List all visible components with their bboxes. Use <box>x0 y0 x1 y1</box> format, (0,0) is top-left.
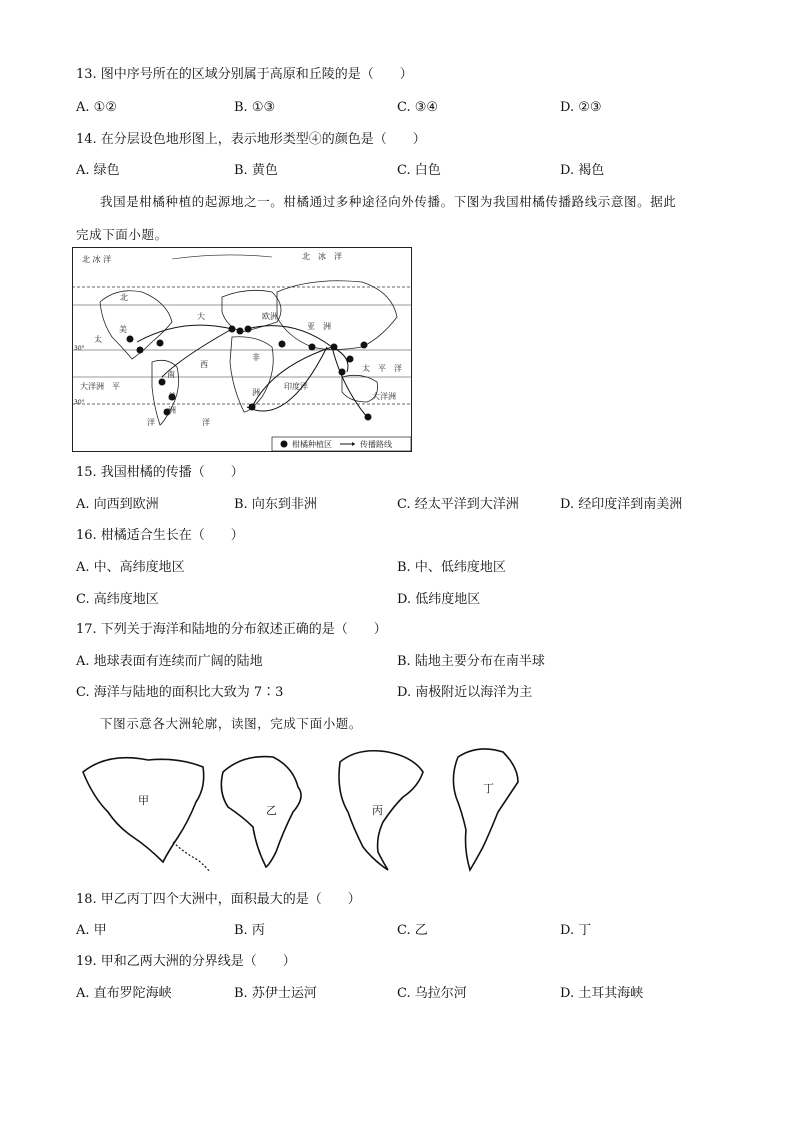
q19-option-b[interactable]: B. 苏伊士运河 <box>234 986 317 1001</box>
map-label-america-s: 美 <box>168 392 176 401</box>
citrus-passage-line2: 完成下面小题。 <box>76 227 168 242</box>
map-label-atlantic: 大 <box>197 312 205 321</box>
map-label-30s: 30° <box>74 399 85 406</box>
map-label-america-s2: 洲 <box>168 406 176 415</box>
q13-option-a[interactable]: A. ①② <box>76 100 117 115</box>
map-label-west: 西 <box>200 360 208 369</box>
q19-option-d[interactable]: D. 土耳其海峡 <box>560 986 644 1001</box>
q19-stem: 19. 甲和乙两大洲的分界线是（ ） <box>76 954 296 969</box>
map-label-arctic2: 北 冰 洋 <box>302 252 342 261</box>
q13-stem: 13. 图中序号所在的区域分别属于高原和丘陵的是（ ） <box>76 67 413 82</box>
legend-planting-label: 柑橘种植区 <box>292 440 332 449</box>
q18-stem: 18. 甲乙丙丁四个大洲中，面积最大的是（ ） <box>76 892 361 907</box>
q16-option-b[interactable]: B. 中、低纬度地区 <box>397 560 506 575</box>
citrus-passage-line1: 我国是柑橘种植的起源地之一。柑橘通过多种途径向外传播。下图为我国柑橘传播路线示意图。据此 <box>100 194 677 209</box>
q16-option-c[interactable]: C. 高纬度地区 <box>76 592 159 607</box>
map-label-asia: 亚 洲 <box>307 322 331 331</box>
q19-option-a[interactable]: A. 直布罗陀海峡 <box>76 986 172 1001</box>
continent-label-bing: 丙 <box>372 804 383 817</box>
q15-option-a[interactable]: A. 向西到欧洲 <box>76 497 159 512</box>
map-label-pacific-w: 太 <box>94 335 102 344</box>
map-label-europe: 欧洲 <box>262 312 278 321</box>
map-label-north: 北 <box>120 293 128 302</box>
map-label-30n: 30° <box>74 345 85 352</box>
q17-option-d[interactable]: D. 南极附近以海洋为主 <box>397 685 533 700</box>
q13-option-b[interactable]: B. ①③ <box>234 100 276 115</box>
q15-option-c[interactable]: C. 经太平洋到大洋洲 <box>397 497 519 512</box>
legend-route-label: 传播路线 <box>360 440 392 449</box>
map-label-africa: 非 <box>252 353 260 362</box>
map-label-dayang: 大洋洲 平 <box>80 382 120 391</box>
map-label-arctic: 北 冰 洋 <box>82 255 112 264</box>
q15-option-b[interactable]: B. 向东到非洲 <box>234 497 317 512</box>
continents-passage: 下图示意各大洲轮廓，读图，完成下面小题。 <box>100 716 363 731</box>
map-label-south: 南 <box>167 370 175 379</box>
continent-label-jia: 甲 <box>138 794 149 807</box>
continent-label-ding: 丁 <box>483 782 494 795</box>
q17-option-c[interactable]: C. 海洋与陆地的面积比大致为 7∶3 <box>76 685 284 700</box>
q14-option-a[interactable]: A. 绿色 <box>76 163 120 178</box>
map-label-oceania: 大洋洲 <box>372 392 396 401</box>
q13-option-d[interactable]: D. ②③ <box>560 100 602 115</box>
q14-option-c[interactable]: C. 白色 <box>397 163 441 178</box>
continent-label-yi: 乙 <box>266 804 277 817</box>
q14-option-b[interactable]: B. 黄色 <box>234 163 278 178</box>
map-label-indian: 印度洋 <box>284 382 308 391</box>
q18-option-b[interactable]: B. 丙 <box>234 923 265 938</box>
map-label-america-n: 美 <box>119 325 127 334</box>
q13-option-c[interactable]: C. ③④ <box>397 100 439 115</box>
map-label-yang2: 洋 <box>202 418 210 427</box>
q15-stem: 15. 我国柑橘的传播（ ） <box>76 465 244 480</box>
q16-option-d[interactable]: D. 低纬度地区 <box>397 592 481 607</box>
citrus-spread-map <box>72 247 412 452</box>
q16-stem: 16. 柑橘适合生长在（ ） <box>76 528 244 543</box>
q14-option-d[interactable]: D. 褐色 <box>560 163 605 178</box>
map-label-africa2: 洲 <box>252 388 260 397</box>
q19-option-c[interactable]: C. 乌拉尔河 <box>397 986 467 1001</box>
map-label-pacific-e: 太 平 洋 <box>362 364 402 373</box>
q17-option-a[interactable]: A. 地球表面有连续而广阔的陆地 <box>76 654 263 669</box>
q14-stem: 14. 在分层设色地形图上，表示地形类型④的颜色是（ ） <box>76 132 426 147</box>
q16-option-a[interactable]: A. 中、高纬度地区 <box>76 560 185 575</box>
map-label-yang: 洋 <box>147 418 155 427</box>
legend-planting-icon <box>281 441 288 448</box>
q18-option-c[interactable]: C. 乙 <box>397 923 428 938</box>
q15-option-d[interactable]: D. 经印度洋到南美洲 <box>560 497 683 512</box>
q18-option-a[interactable]: A. 甲 <box>76 923 107 938</box>
continents-figure <box>78 742 558 874</box>
q17-option-b[interactable]: B. 陆地主要分布在南半球 <box>397 654 545 669</box>
q17-stem: 17. 下列关于海洋和陆地的分布叙述正确的是（ ） <box>76 622 387 637</box>
q18-option-d[interactable]: D. 丁 <box>560 923 592 938</box>
